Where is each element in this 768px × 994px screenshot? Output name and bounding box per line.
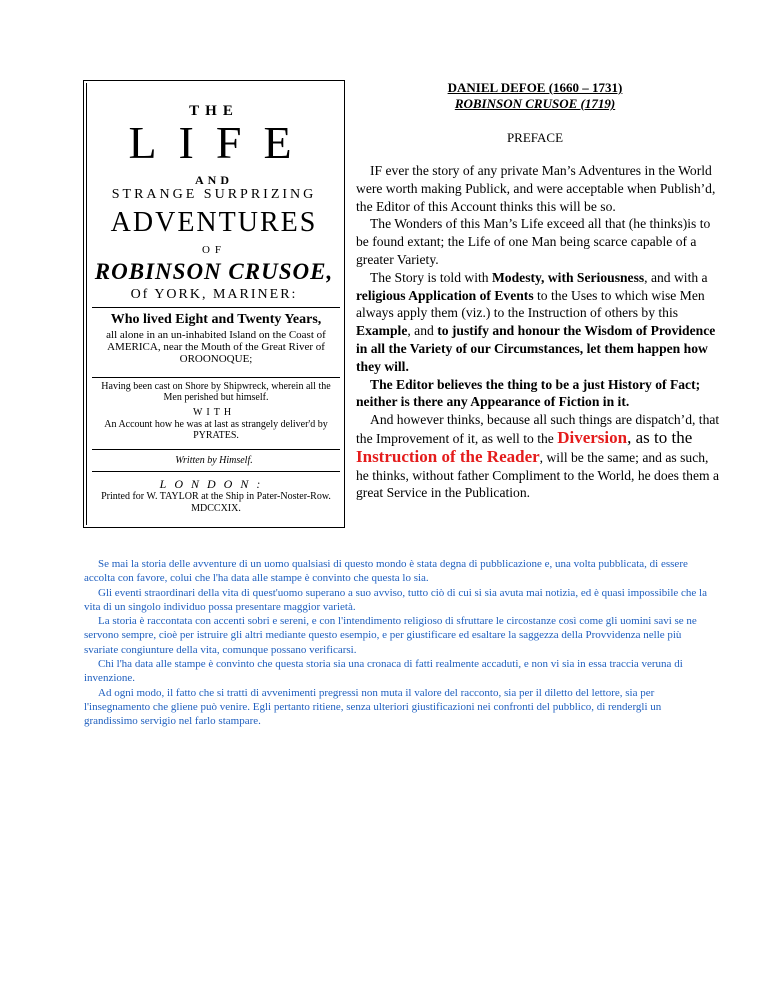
text-run: , will be the same; and as such, he thinks, without father Compliment to the World, he does them a great Service in the Publication.: [356, 449, 719, 501]
english-paragraph: IF ever the story of any private Man’s Adventures in the World were worth making Publick, and were acceptable when Publish’d, the Editor of this Account thinks this will be so.: [356, 163, 716, 214]
text-run: And however thinks, because all such things are dispatch’d, that the Improvement of it, as well to the: [356, 412, 720, 446]
english-paragraph: [356, 411, 724, 502]
title-page-rule: [92, 449, 340, 450]
italian-paragraph: La storia è raccontata con accenti sobri e sereni, e con l'intendimento religioso di sfruttare le circostanze così come gli uomini savi se ne servono sempre, cioè per istruire gli altri mediante questo esempio, e per giustificare ed esaltare la saggezza della Provvidenza nelle più svariate congiunture della vita, comunque possano verificarsi.: [84, 615, 697, 656]
english-paragraph: The Wonders of this Man’s Life exceed all that (he thinks)is to be found extant; the Life of one Man being scarce capable of a greater Variety.: [356, 216, 711, 267]
title-page-adventures: ADVENTURES: [110, 207, 318, 238]
document-header: [350, 80, 720, 146]
title-page-account: An Account how he was at last as strangely deliver'd by PYRATES.: [104, 419, 328, 441]
title-page-written: Written by Himself.: [175, 455, 253, 466]
title-page-the: THE: [189, 103, 239, 119]
text-run: , and with a: [644, 269, 708, 285]
title-page-with: WITH: [192, 407, 236, 418]
title-page-strange: STRANGE SURPRIZING: [111, 187, 317, 202]
text-run: , as to the: [627, 427, 693, 447]
english-paragraph: The Editor believes the thing to be a just History of Fact; neither is there any Appearance of Fiction in it.: [356, 376, 701, 410]
title-page-of: OF: [201, 244, 227, 256]
highlight-text: Diversion: [557, 427, 628, 447]
author-heading: DANIEL DEFOE (1660 – 1731): [447, 80, 623, 95]
title-page-london: LONDON:: [159, 477, 269, 491]
title-page-alone: all alone in an un-inhabited Island on the Coast of AMERICA, near the Mouth of the Great River of OROONOQUE;: [106, 329, 326, 365]
text-run: The Story is told with: [370, 269, 492, 285]
title-page-name: ROBINSON CRUSOE,: [94, 259, 334, 284]
italian-translation: [84, 557, 712, 729]
english-paragraph: [356, 269, 724, 376]
title-page-york: Of YORK, MARINER:: [130, 287, 298, 302]
italian-paragraph: Chi l'ha data alle stampe è convinto che questa storia sia una cronaca di fatti realmente accaduti, e non vi sia in essa traccia veruna di invenzione.: [84, 658, 683, 685]
bold-text: to justify and honour the Wisdom of Providence in all the Variety of our Circumstances, let them happen how they will.: [356, 323, 716, 374]
title-page-who-lived: Who lived Eight and Twenty Years,: [110, 312, 322, 327]
italian-paragraph: Ad ogni modo, il fatto che si tratti di avvenimenti pregressi non muta il valore del racconto, sia per il diletto del lettore, sia per l'insegnamento che gliene può venire. Egli pertanto ritiene, senza ulteriori giustificazioni nei confronti del pubblico, di rendergli un grandissimo servigio nel farlo stampare.: [84, 686, 662, 728]
title-page-rule: [92, 377, 340, 378]
section-heading: PREFACE: [506, 130, 564, 145]
italian-paragraph: Gli eventi straordinari della vita di quest'uomo superano a suo avviso, tutto ciò di cui si sia avuta mai notizia, ed è quasi impossibile che la vita di un singolo individuo possa presentare maggior varietà.: [84, 586, 707, 613]
italian-paragraph: Se mai la storia delle avventure di un uomo qualsiasi di questo mondo è stata degna di pubblicazione e, una volta pubblicata, di essere accolta con favore, colui che l'ha data alle stampe è convinto che questa lo sia.: [84, 558, 688, 585]
work-heading: ROBINSON CRUSOE (1719): [454, 96, 616, 111]
title-page-image: [83, 80, 345, 528]
text-run: , and: [407, 323, 438, 339]
title-page-and: AND: [195, 173, 233, 187]
title-page-having: Having been cast on Shore by Shipwreck, wherein all the Men perished but himself.: [101, 381, 331, 403]
title-page-printed: Printed for W. TAYLOR at the Ship in Pater-Noster-Row. MDCCXIX.: [101, 491, 331, 514]
highlight-text: Instruction of the Reader: [356, 446, 540, 466]
title-page-rule: [92, 307, 340, 308]
text-run: to the Uses to which wise Men always apply them (viz.) to the Instruction of others by this: [356, 287, 705, 321]
english-preface: [356, 162, 724, 502]
bold-text: Example: [356, 323, 408, 339]
title-page-rule: [92, 471, 340, 472]
title-page-life: LIFE: [128, 117, 314, 168]
bold-text: Modesty, with Seriousness: [491, 269, 645, 285]
bold-text: religious Application of Events: [356, 287, 534, 303]
